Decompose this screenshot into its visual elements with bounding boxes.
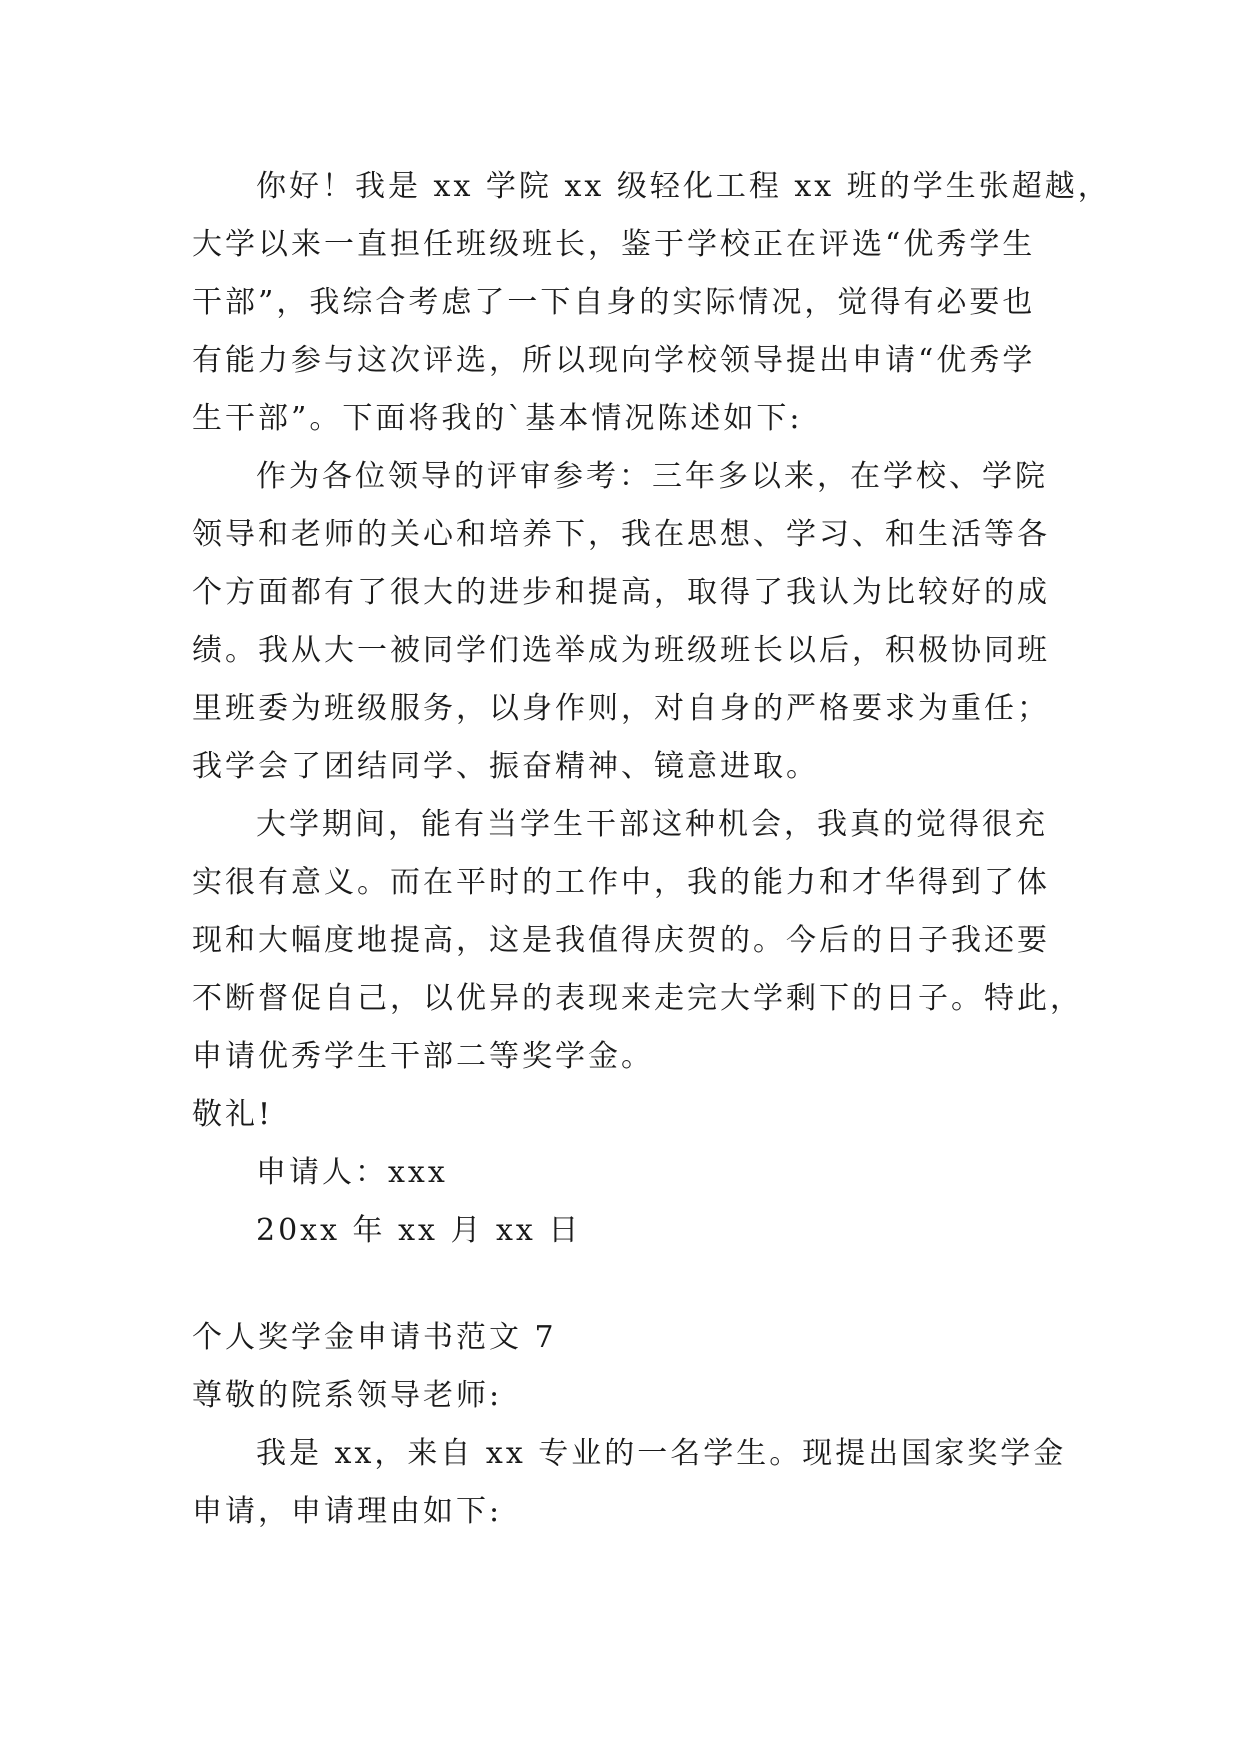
paragraph-line: 生干部”。下面将我的`基本情况陈述如下: [192,401,803,436]
paragraph-line: 我学会了团结同学、振奋精神、镜意进取。 [192,749,819,784]
paragraph-line: 领导和老师的关心和培养下，我在思想、学习、和生活等各 [192,517,1050,552]
paragraph-line: 实很有意义。而在平时的工作中，我的能力和才华得到了体 [192,865,1050,900]
paragraph-line: 大学期间，能有当学生干部这种机会，我真的觉得很充 [256,807,1048,842]
paragraph-line: 大学以来一直担任班级班长，鉴于学校正在评选“优秀学生 [192,227,1036,262]
paragraph-line: 我是 xx，来自 xx 专业的一名学生。现提出国家奖学金 [256,1436,1067,1471]
paragraph-line: 现和大幅度地提高，这是我值得庆贺的。今后的日子我还要 [192,923,1050,958]
paragraph-line: 绩。我从大一被同学们选举成为班级班长以后，积极协同班 [192,633,1050,668]
paragraph-line: 不断督促自己，以优异的表现来走完大学剩下的日子。特此， [192,981,1083,1016]
paragraph-line: 干部”，我综合考虑了一下自身的实际情况，觉得有必要也 [192,285,1036,320]
paragraph-line: 申请，申请理由如下: [192,1494,503,1529]
paragraph-line: 作为各位领导的评审参考：三年多以来，在学校、学院 [256,459,1048,494]
greeting: 尊敬的院系领导老师: [192,1378,503,1413]
paragraph-line: 里班委为班级服务，以身作则，对自身的严格要求为重任； [192,691,1050,726]
paragraph-line: 个方面都有了很大的进步和提高，取得了我认为比较好的成 [192,575,1050,610]
paragraph-line: 你好！我是 xx 学院 xx 级轻化工程 xx 班的学生张超越， [256,169,1111,204]
paragraph-line: 有能力参与这次评选，所以现向学校领导提出申请“优秀学 [192,343,1036,378]
applicant-signature: 申请人：xxx [256,1155,448,1190]
letter-date: 20xx 年 xx 月 xx 日 [256,1213,582,1248]
paragraph-line: 申请优秀学生干部二等奖学金。 [192,1039,654,1074]
closing-salutation: 敬礼! [192,1097,274,1132]
section-heading: 个人奖学金申请书范文 7 [192,1320,557,1355]
